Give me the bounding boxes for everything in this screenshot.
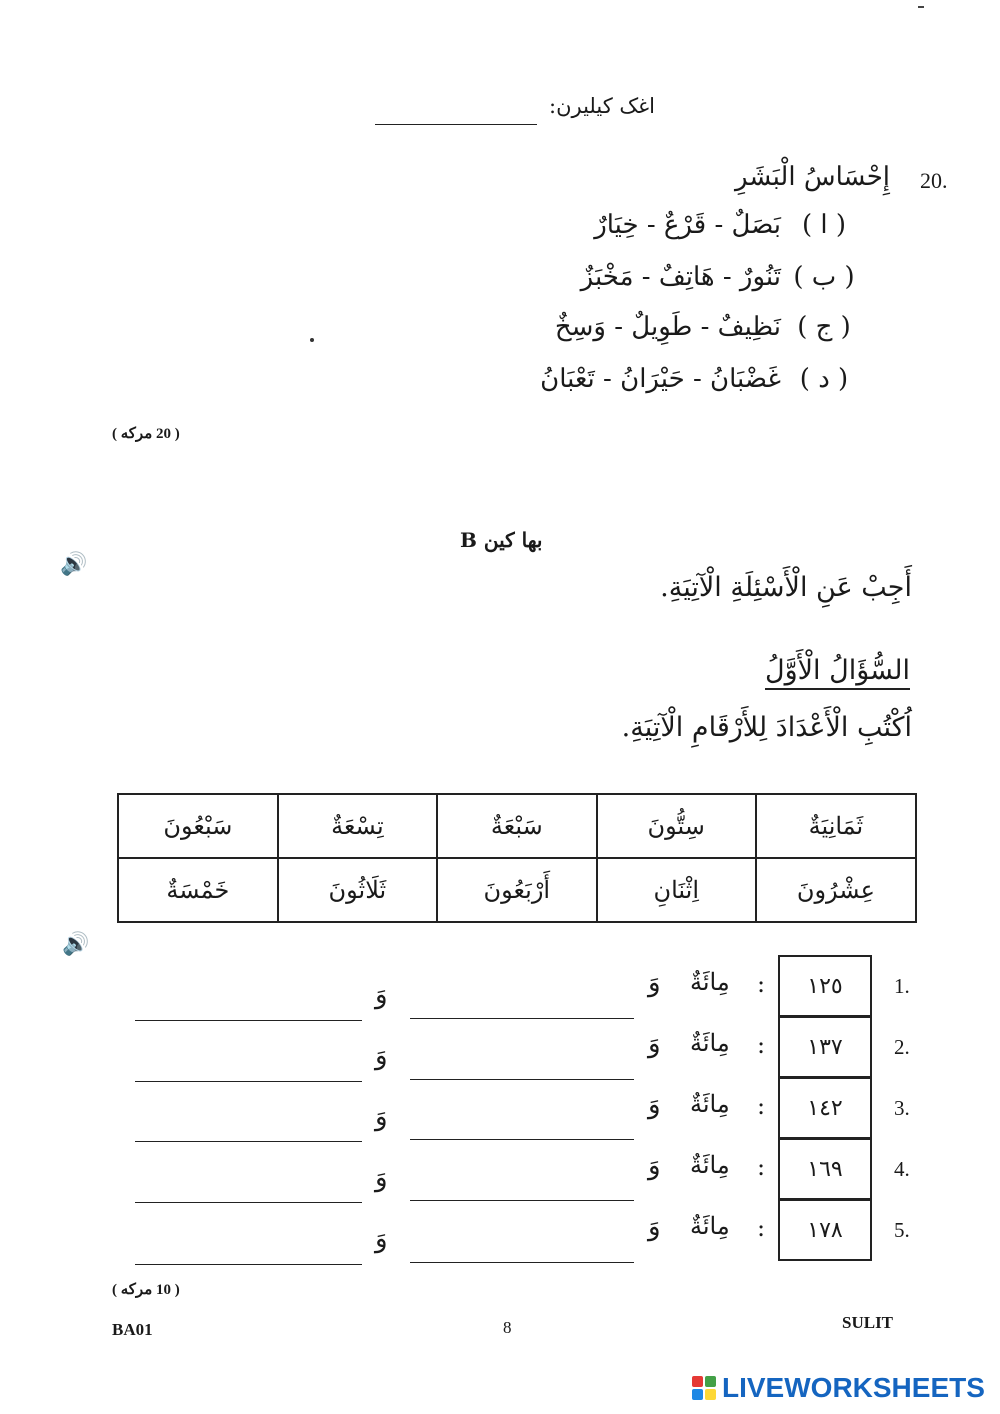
- colon: :: [757, 1031, 766, 1059]
- and-word: وَ: [648, 1212, 661, 1242]
- number-box: ١٦٩: [778, 1138, 872, 1200]
- section-instruction: أَجِبْ عَنِ الْأَسْئِلَةِ الْآتِيَةِ.: [660, 572, 912, 603]
- and-word: وَ: [375, 1163, 388, 1193]
- option-text: نَظِيفٌ - طَوِيلٌ - وَسِخٌ: [554, 312, 781, 342]
- paper-code: BA01: [112, 1320, 153, 1339]
- table-cell: خَمْسَةٌ: [118, 858, 278, 922]
- student-name-label: اغک كيليرن:: [549, 94, 655, 118]
- table-row: [118, 858, 916, 922]
- answer-blank[interactable]: [135, 1264, 362, 1265]
- option-b[interactable]: [581, 262, 855, 292]
- and-word: وَ: [375, 1102, 388, 1132]
- item-number: 4.: [894, 1157, 910, 1181]
- item-number: 3.: [894, 1096, 910, 1120]
- colon: :: [757, 1214, 766, 1242]
- answer-blank[interactable]: [135, 1202, 362, 1203]
- table-cell: عِشْرُونَ: [756, 858, 916, 922]
- answer-blank[interactable]: [410, 1018, 634, 1019]
- option-label: ( د ): [799, 364, 849, 394]
- audio-icon[interactable]: 🔊: [60, 552, 88, 577]
- and-word: وَ: [375, 1041, 388, 1071]
- item-number: 2.: [894, 1035, 910, 1059]
- question-prompt: إِحْسَاسُ الْبَشَرِ: [735, 162, 890, 192]
- table-cell: ثَلَاثُونَ: [278, 858, 437, 922]
- option-label: ( ج ): [797, 312, 851, 342]
- item-number: 5.: [894, 1218, 910, 1242]
- option-c[interactable]: [555, 312, 855, 342]
- question-instruction: اُكْتُبِ الْأَعْدَادَ لِلأَرْقَامِ الْآتِيَةِ.: [621, 712, 912, 743]
- hundred-word: مِائَةٌ: [690, 1151, 730, 1179]
- hundred-word: مِائَةٌ: [690, 1212, 730, 1240]
- brand-name: LIVEWORKSHEETS: [722, 1372, 985, 1403]
- option-label: ( ب ): [793, 262, 855, 292]
- page-number: 8: [503, 1318, 512, 1337]
- number-box: ١٣٧: [778, 1016, 872, 1078]
- item-number: 1.: [894, 974, 910, 998]
- and-word: وَ: [648, 1029, 661, 1059]
- answer-blank[interactable]: [410, 1079, 634, 1080]
- table-cell: ثَمَانِيَةٌ: [756, 794, 916, 858]
- option-text: تَنُورٌ - هَاتِفٌ - مَخْبَزٌ: [580, 262, 781, 292]
- answer-blank[interactable]: [410, 1200, 634, 1201]
- word-bank-table: [117, 793, 917, 923]
- table-cell: سِتُّونَ: [597, 794, 756, 858]
- scan-dot: [310, 338, 314, 342]
- option-a[interactable]: [594, 210, 855, 240]
- and-word: وَ: [648, 968, 661, 998]
- section-title: بها كين B: [460, 528, 543, 552]
- table-cell: سَبْعُونَ: [118, 794, 278, 858]
- and-word: وَ: [648, 1151, 661, 1181]
- number-box: ١٧٨: [778, 1199, 872, 1261]
- hundred-word: مِائَةٌ: [690, 1090, 730, 1118]
- option-text: غَضْبَانُ - حَيْرَانُ - تَعْبَانُ: [540, 364, 781, 394]
- and-word: وَ: [375, 980, 388, 1010]
- answer-blank[interactable]: [135, 1081, 362, 1082]
- table-cell: تِسْعَةٌ: [278, 794, 437, 858]
- colon: :: [757, 1153, 766, 1181]
- scan-mark: [918, 6, 924, 8]
- colon: :: [757, 970, 766, 998]
- hundred-word: مِائَةٌ: [690, 1029, 730, 1057]
- question-number: 20.: [920, 168, 948, 193]
- number-box: ١٤٢: [778, 1077, 872, 1139]
- and-word: وَ: [648, 1090, 661, 1120]
- question-title: السُّؤَالُ الْأَوَّلُ: [765, 655, 910, 690]
- table-cell: سَبْعَةٌ: [437, 794, 597, 858]
- marks-label-10: ( 10 مركه ): [112, 1282, 180, 1298]
- option-d[interactable]: [540, 364, 855, 394]
- answer-blank[interactable]: [410, 1139, 634, 1140]
- student-name-line[interactable]: [375, 124, 537, 125]
- colon: :: [757, 1092, 766, 1120]
- classification-label: SULIT: [842, 1313, 894, 1332]
- and-word: وَ: [375, 1224, 388, 1254]
- option-label: ( ا ): [801, 210, 847, 240]
- liveworksheets-brand[interactable]: [692, 1372, 985, 1404]
- table-cell: اِثْنَانِ: [597, 858, 756, 922]
- table-cell: أَرْبَعُونَ: [437, 858, 597, 922]
- hundred-word: مِائَةٌ: [690, 968, 730, 996]
- marks-label-20: ( 20 مركه ): [112, 426, 180, 442]
- audio-icon[interactable]: 🔊: [62, 932, 90, 957]
- answer-blank[interactable]: [410, 1262, 634, 1263]
- liveworksheets-logo-icon: [692, 1376, 716, 1400]
- answer-blank[interactable]: [135, 1141, 362, 1142]
- option-text: بَصَلٌ - قَرْعٌ - خِيَارٌ: [594, 210, 781, 240]
- number-box: ١٢٥: [778, 955, 872, 1017]
- table-row: [118, 794, 916, 858]
- answer-blank[interactable]: [135, 1020, 362, 1021]
